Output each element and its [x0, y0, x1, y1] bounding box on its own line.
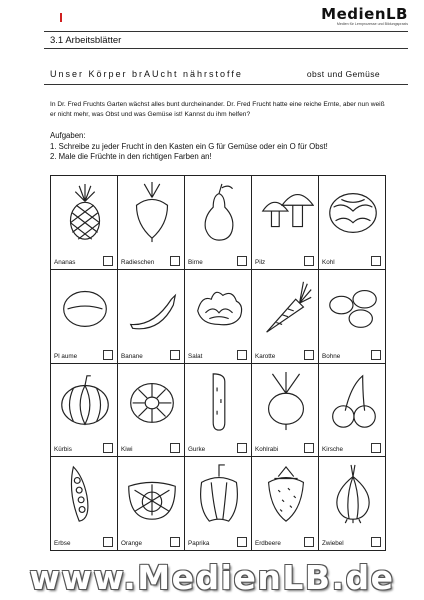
answer-box[interactable] — [304, 443, 314, 453]
cell-label: Gurke — [188, 446, 206, 454]
answer-box[interactable] — [304, 256, 314, 266]
answer-box[interactable] — [371, 537, 381, 547]
cell-label: Banane — [121, 352, 143, 360]
onion-icon — [325, 463, 381, 525]
cell-label: Kürbis — [54, 446, 72, 454]
grid-cell — [51, 457, 118, 551]
answer-box[interactable] — [304, 537, 314, 547]
bean-icon — [325, 276, 381, 338]
cell-label: Salat — [188, 352, 203, 360]
pumpkin-icon — [57, 370, 113, 432]
kohlrabi-icon — [258, 370, 314, 432]
answer-box[interactable] — [170, 350, 180, 360]
page-header — [0, 0, 424, 30]
cell-label: Birne — [188, 258, 203, 266]
answer-box[interactable] — [371, 443, 381, 453]
peapod-icon — [57, 463, 113, 525]
grid-cell — [319, 176, 386, 270]
grid-cell — [185, 270, 252, 364]
tasks-heading: Aufgaben: — [50, 131, 86, 140]
pepper-icon — [191, 463, 247, 525]
fruit-grid — [50, 175, 386, 551]
header-rule — [44, 31, 408, 32]
radish-icon — [124, 182, 180, 244]
cell-label: Paprika — [188, 540, 210, 547]
grid-cell — [118, 457, 185, 551]
worksheet-title: Unser Körper brAUcht nährstoffe — [50, 69, 243, 79]
answer-box[interactable] — [170, 443, 180, 453]
cell-label: Erbse — [54, 540, 71, 547]
logo-name: MedienLB — [321, 5, 408, 23]
title-rule — [44, 84, 408, 85]
pineapple-icon — [57, 182, 113, 244]
orange-icon — [124, 463, 180, 525]
answer-box[interactable] — [371, 350, 381, 360]
section-title: 3.1 Arbeitsblätter — [50, 35, 122, 46]
task-item-2: 2. Male die Früchte in den richtigen Farben an! — [50, 152, 212, 161]
cell-label: Pl aume — [54, 352, 78, 360]
cell-label: Pilz — [255, 258, 266, 266]
grid-cell — [252, 457, 319, 551]
answer-box[interactable] — [103, 256, 113, 266]
grid-cell — [51, 270, 118, 364]
cell-label: Karotte — [255, 352, 276, 360]
cell-label: Erdbeere — [255, 540, 281, 547]
page-marker — [60, 13, 62, 22]
cell-label: Kiwi — [121, 446, 133, 454]
grid-cell — [319, 270, 386, 364]
answer-box[interactable] — [237, 443, 247, 453]
carrot-icon — [258, 276, 314, 338]
answer-box[interactable] — [371, 256, 381, 266]
cell-label: Radieschen — [121, 258, 155, 266]
answer-box[interactable] — [237, 537, 247, 547]
grid-cell — [51, 176, 118, 270]
plum-icon — [57, 276, 113, 338]
grid-cell — [118, 364, 185, 458]
answer-box[interactable] — [237, 350, 247, 360]
grid-cell — [185, 176, 252, 270]
watermark: www.MedienLB.de — [29, 558, 395, 597]
lettuce-icon — [191, 276, 247, 338]
answer-box[interactable] — [237, 256, 247, 266]
grid-cell — [185, 364, 252, 458]
mushroom-icon — [258, 182, 314, 244]
logo-tagline: Medien für Lernprozesse und Bildungspraxis — [336, 22, 408, 26]
banana-icon — [124, 276, 180, 338]
cell-label: Kohl — [322, 258, 335, 266]
cucumber-icon — [191, 370, 247, 432]
worksheet-topic: obst und Gemüse — [306, 69, 380, 79]
section-rule — [44, 48, 408, 49]
cell-label: Orange — [121, 540, 143, 547]
task-item-1: 1. Schreibe zu jeder Frucht in den Kasten ein G für Gemüse oder ein O für Obst! — [50, 141, 328, 151]
answer-box[interactable] — [103, 537, 113, 547]
answer-box[interactable] — [103, 350, 113, 360]
task-block — [50, 131, 400, 163]
grid-cell — [185, 457, 252, 551]
cherry-icon — [325, 370, 381, 432]
intro-text: In Dr. Fred Fruchts Garten wächst alles bunt durcheinander. Dr. Fred Frucht hatte eine reiche Ernte, aber nun weiß er nicht mehr, was Obst und was Gemüse ist! Kannst du ihm helfen? — [50, 101, 385, 118]
answer-box[interactable] — [304, 350, 314, 360]
grid-cell — [118, 270, 185, 364]
grid-cell — [319, 457, 386, 551]
grid-cell — [51, 364, 118, 458]
grid-cell — [252, 176, 319, 270]
answer-box[interactable] — [103, 443, 113, 453]
grid-cell — [319, 364, 386, 458]
cabbage-icon — [325, 182, 381, 244]
grid-cell — [252, 364, 319, 458]
answer-box[interactable] — [170, 537, 180, 547]
strawberry-icon — [258, 463, 314, 525]
grid-cell — [118, 176, 185, 270]
cell-label: Bohne — [322, 352, 341, 360]
answer-box[interactable] — [170, 256, 180, 266]
cell-label: Kirsche — [322, 446, 343, 454]
cell-label: Ananas — [54, 258, 76, 266]
cell-label: Kohlrabi — [255, 446, 279, 454]
kiwi-icon — [124, 370, 180, 432]
pear-icon — [191, 182, 247, 244]
medienlb-logo — [321, 7, 408, 27]
cell-label: Zwiebel — [322, 540, 344, 547]
grid-cell — [252, 270, 319, 364]
